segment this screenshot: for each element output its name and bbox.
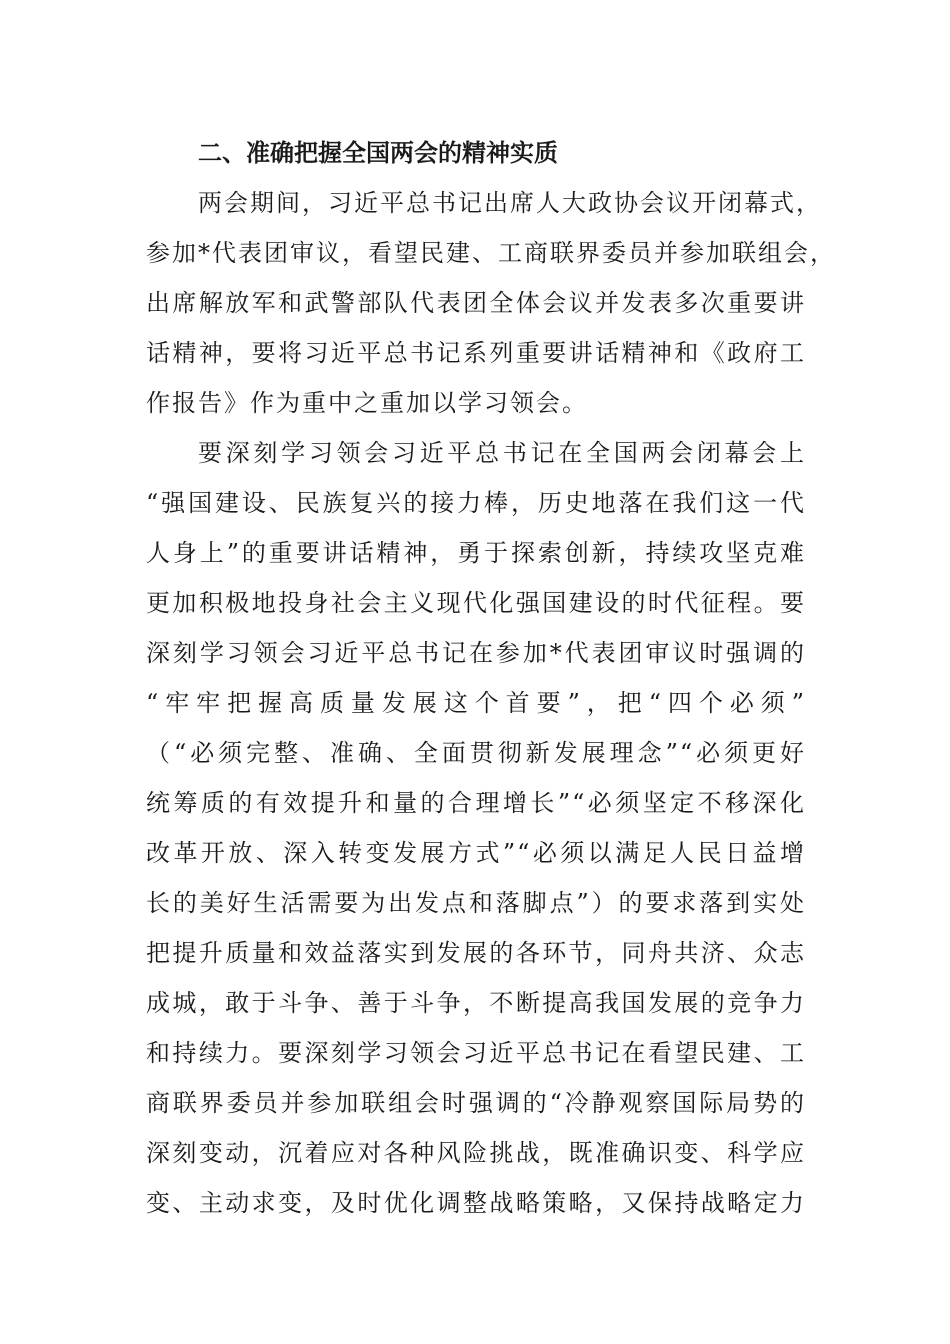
text-line: 要深刻学习领会习近平总书记在全国两会闭幕会上 <box>198 439 806 467</box>
text-line: 话精神，要将习近平总书记系列重要讲话精神和《政府工 <box>146 339 806 367</box>
paragraph-2 <box>146 428 806 1228</box>
text-line: 作报告》作为重中之重加以学习领会。 <box>146 389 588 417</box>
text-line: 统筹质的有效提升和量的合理增长”“必须坚定不移深化 <box>146 789 806 817</box>
text-line: 深刻学习领会习近平总书记在参加*代表团审议时强调的 <box>146 639 806 667</box>
text-line: 变、主动求变，及时优化调整战略策略，又保持战略定力 <box>146 1189 806 1217</box>
text-line: 两会期间，习近平总书记出席人大政协会议开闭幕式， <box>198 189 822 217</box>
section-heading: 二、准确把握全国两会的精神实质 <box>198 139 558 167</box>
text-line: “牢牢把握高质量发展这个首要”，把“四个必须” <box>146 689 806 717</box>
text-line: 人身上”的重要讲话精神，勇于探索创新，持续攻坚克难 <box>146 539 806 567</box>
text-line: “强国建设、民族复兴的接力棒，历史地落在我们这一代 <box>146 489 806 517</box>
text-line: 商联界委员并参加联组会时强调的“冷静观察国际局势的 <box>146 1089 806 1117</box>
text-line: 出席解放军和武警部队代表团全体会议并发表多次重要讲 <box>146 289 806 317</box>
text-line: 和持续力。要深刻学习领会习近平总书记在看望民建、工 <box>146 1039 806 1067</box>
text-line: 成城，敢于斗争、善于斗争，不断提高我国发展的竞争力 <box>146 989 806 1017</box>
paragraph-1 <box>146 178 836 428</box>
text-line: 更加积极地投身社会主义现代化强国建设的时代征程。要 <box>146 589 806 617</box>
document-body <box>146 128 836 1228</box>
text-line: 深刻变动，沉着应对各种风险挑战，既准确识变、科学应 <box>146 1139 806 1167</box>
text-line: 参加*代表团审议，看望民建、工商联界委员并参加联组会， <box>146 239 836 267</box>
text-line: （“必须完整、准确、全面贯彻新发展理念”“必须更好 <box>146 739 806 767</box>
text-line: 把提升质量和效益落实到发展的各环节，同舟共济、众志 <box>146 939 806 967</box>
text-line: 长的美好生活需要为出发点和落脚点”）的要求落到实处 <box>146 889 806 917</box>
text-line: 改革开放、深入转变发展方式”“必须以满足人民日益增 <box>146 839 806 867</box>
